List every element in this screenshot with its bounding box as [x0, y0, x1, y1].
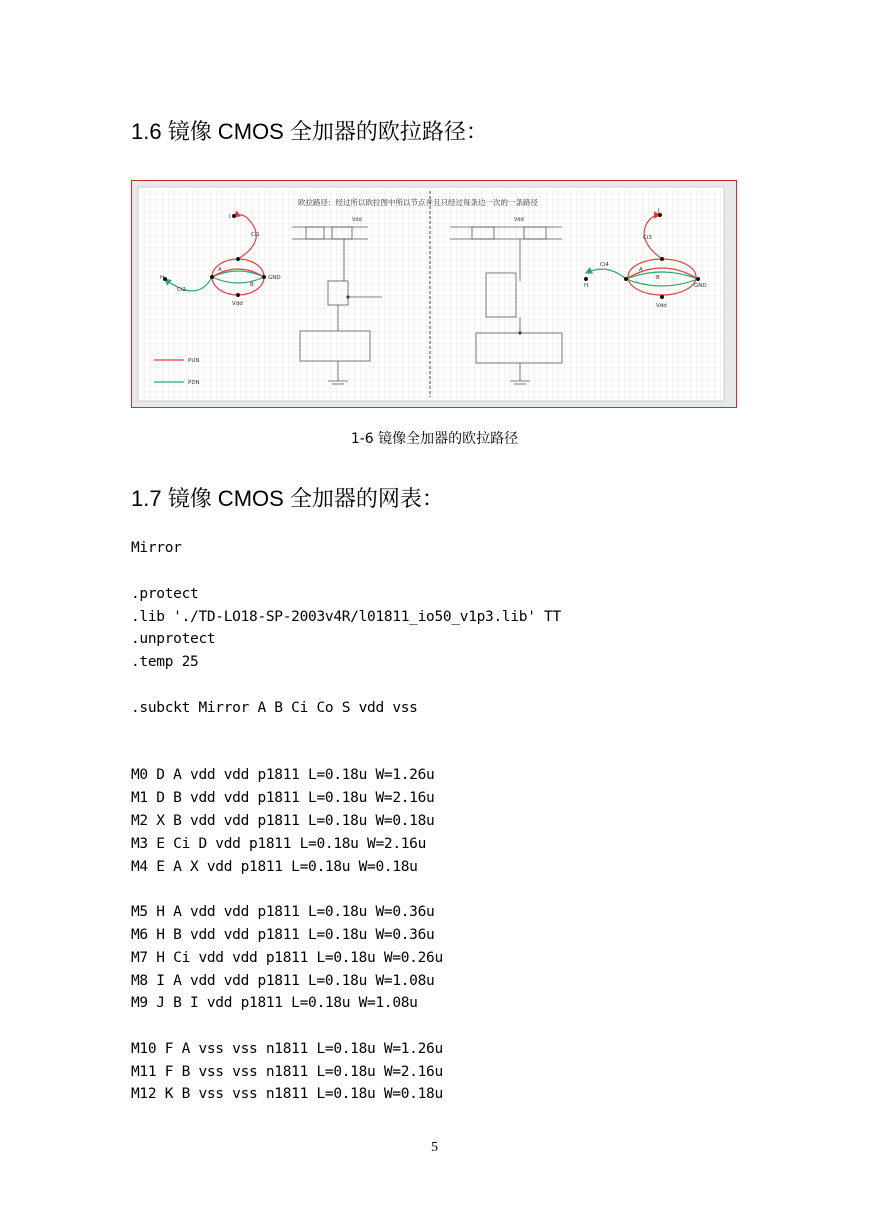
legend-pdn: PDN — [188, 380, 200, 386]
legend-pun: PUN — [188, 358, 200, 364]
label-a-left: A — [218, 267, 222, 273]
section-heading-1-7: 1.7 镜像 CMOS 全加器的网表： — [131, 486, 444, 511]
label-a-right: A — [639, 267, 643, 273]
label-vdd-left: Vdd — [232, 301, 243, 307]
netlist-unprotect: .unprotect — [131, 631, 216, 647]
netlist-line: M2 X B vdd vdd p1811 L=0.18u W=0.18u — [131, 813, 435, 829]
netlist-temp: .temp 25 — [131, 654, 199, 670]
label-h-left: H — [160, 275, 165, 281]
page-number: 5 — [431, 1140, 438, 1155]
netlist-line: M11 F B vss vss n1811 L=0.18u W=2.16u — [131, 1064, 443, 1080]
netlist-line: M5 H A vdd vdd p1811 L=0.18u W=0.36u — [131, 904, 435, 920]
label-b-left: B — [250, 282, 254, 288]
label-ci2: Ci2 — [177, 287, 186, 293]
netlist-line: M10 F A vss vss n1811 L=0.18u W=1.26u — [131, 1041, 443, 1057]
label-ci1: Ci1 — [251, 232, 260, 238]
label-vdd-schem-right: Vdd — [514, 217, 524, 223]
netlist-line: M8 I A vdd vdd p1811 L=0.18u W=1.08u — [131, 973, 435, 989]
netlist-line: M0 D A vdd vdd p1811 L=0.18u W=1.26u — [131, 767, 435, 783]
label-b-right: B — [656, 275, 660, 281]
netlist-line: M9 J B I vdd p1811 L=0.18u W=1.08u — [131, 995, 418, 1011]
label-gnd-left: GND — [268, 275, 281, 281]
netlist-lib: .lib './TD-LO18-SP-2003v4R/l01811_io50_v1p3.lib' TT — [131, 609, 561, 625]
netlist-line: M7 H Ci vdd vdd p1811 L=0.18u W=0.26u — [131, 950, 443, 966]
label-ci4: Ci4 — [600, 262, 609, 268]
label-j-right: J — [658, 208, 660, 214]
figure-caption: 1-6 镜像全加器的欧拉路径 — [350, 431, 519, 447]
label-gnd-right: GND — [694, 283, 707, 289]
netlist-subckt: .subckt Mirror A B Ci Co S vdd vss — [131, 700, 418, 716]
netlist-line: M12 K B vss vss n1811 L=0.18u W=0.18u — [131, 1086, 443, 1102]
label-vdd-schem-left: Vdd — [352, 217, 362, 223]
label-vdd-right: Vdd — [656, 303, 667, 309]
label-ci3: Ci3 — [643, 235, 652, 241]
label-i-left: I — [229, 214, 231, 220]
netlist-protect: .protect — [131, 586, 199, 602]
netlist-line: M4 E A X vdd p1811 L=0.18u W=0.18u — [131, 859, 418, 875]
netlist-line: M3 E Ci D vdd p1811 L=0.18u W=2.16u — [131, 836, 427, 852]
section-heading-1-6: 1.6 镜像 CMOS 全加器的欧拉路径： — [131, 119, 488, 144]
netlist-line: M6 H B vdd vdd p1811 L=0.18u W=0.36u — [131, 927, 435, 943]
figure-header: 欧拉路径：经过所以欧拉图中所以节点并且只经过每条边一次的一条路径 — [298, 198, 538, 207]
netlist-name: Mirror — [131, 540, 182, 556]
euler-path-figure — [131, 180, 737, 408]
netlist-line: M1 D B vdd vdd p1811 L=0.18u W=2.16u — [131, 790, 435, 806]
label-h-right: H — [584, 283, 589, 289]
